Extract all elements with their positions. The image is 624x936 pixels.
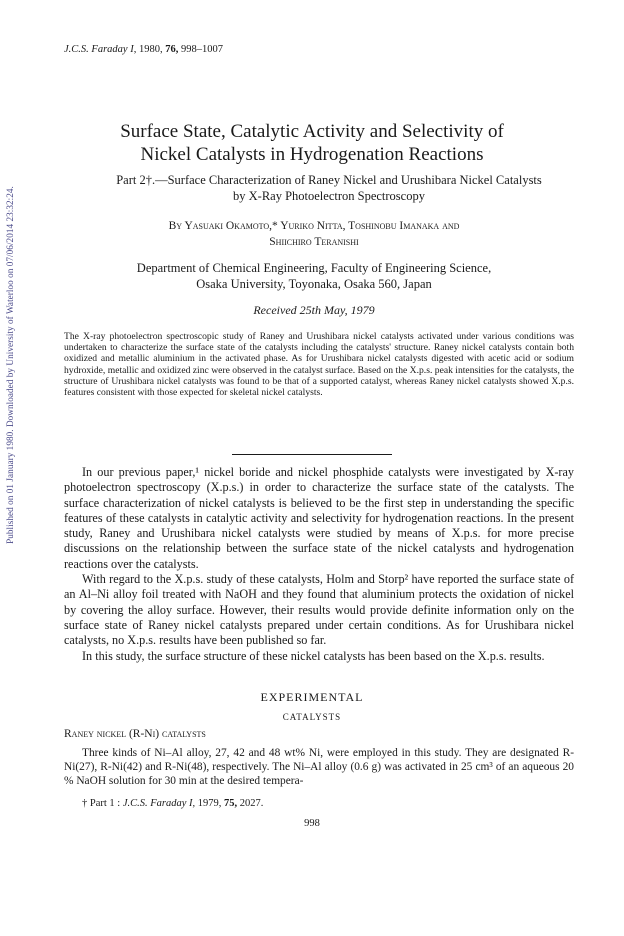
subsection-heading: CATALYSTS bbox=[282, 712, 342, 722]
footnote-year: 1979, bbox=[197, 798, 222, 809]
journal-name: J.C.S. Faraday I bbox=[64, 44, 134, 55]
section-divider bbox=[232, 454, 392, 455]
footnote-page: 2027. bbox=[239, 798, 264, 809]
paper-subtitle-line-2: by X-Ray Photoelectron Spectroscopy bbox=[233, 189, 425, 203]
affiliation-line-1: Department of Chemical Engineering, Faculty of Engineering Science, bbox=[136, 261, 492, 275]
paper-title-line-1: Surface State, Catalytic Activity and Selectivity of bbox=[120, 121, 504, 142]
author-list-line-2: Shiichiro Teranishi bbox=[269, 236, 359, 248]
introduction bbox=[64, 465, 574, 664]
paper-subtitle-line-1: Part 2†.—Surface Characterization of Raney Nickel and Urushibara Nickel Catalysts bbox=[116, 173, 542, 187]
affiliation-line-2: Osaka University, Toyonaka, Osaka 560, Japan bbox=[196, 277, 432, 291]
paper-subtitle bbox=[64, 172, 594, 204]
experimental-paragraph: Three kinds of Ni–Al alloy, 27, 42 and 48 wt% Ni, were employed in this study. They are designated R-Ni(27), R-Ni(42) and R-Ni(48), respectively. The Ni–Al alloy (0.6 g) was activated in 25 cm³ of an aqueous 20 % NaOH solution for 30 min at the desired tempera- bbox=[64, 747, 574, 787]
paragraph-1: In our previous paper,¹ nickel boride and nickel phosphide catalysts were investigated by X-ray photoelectron spectroscopy (X.p.s.) in order to characterize the surface state of the catalysts. The surface characterization of nickel catalysts is believed to be the first step in understanding the specific features of these catalysts in catalytic activity and selectivity for hydrogenation reactions. In the present study, Raney and Urushibara nickel catalysts were studied by means of X.p.s. for more precise discussions on the relationship between the surface state of the nickel catalysts and hydrogenation reactions over the catalysts. bbox=[64, 465, 574, 571]
footnote-volume: 75, bbox=[224, 798, 238, 809]
author-list-line-1: By Yasuaki Okamoto,* Yuriko Nitta, Toshinobu Imanaka and bbox=[168, 220, 460, 232]
abstract: The X-ray photoelectron spectroscopic study of Raney and Urushibara nickel catalysts activated under various conditions was undertaken to characterize the surface state of the catalysts including the catalysts' structure. Raney nickel catalysts contain both oxidized and metallic aluminium in the activated phase. As for Urushibara nickel catalysts digested with acetic acid or sodium hydroxide, metallic and oxidized zinc were observed in the catalyst surface. Based on the X.p.s. peak intensities for the catalysts, the structure of Urushibara nickel catalysts was found to be that of a supported catalyst, whereas Raney nickel catalysts showed X.p.s. features consistent with those expected for skeletal nickel catalysts. bbox=[64, 331, 574, 399]
author-list bbox=[64, 218, 564, 250]
paper-title bbox=[0, 120, 624, 166]
received-date: Received 25th May, 1979 bbox=[253, 303, 375, 317]
paragraph-2: With regard to the X.p.s. study of these catalysts, Holm and Storp² have reported the surface state of an Al–Ni alloy foil treated with NaOH and they found that aluminium protects the oxidation of nickel by covering the alloy surface. However, their results would provide definite information only on the surface state of Raney nickel catalysts prepared under certain conditions. As for Urushibara nickel catalysts, no X.p.s. results have been published so far. bbox=[64, 572, 574, 648]
journal-citation: J.C.S. Faraday I, 1980, 76, 998–1007 bbox=[64, 44, 223, 55]
journal-year: 1980, bbox=[138, 44, 163, 55]
footnote-journal: J.C.S. Faraday I, bbox=[122, 798, 196, 809]
download-watermark bbox=[2, 150, 18, 580]
paper-title-line-2: Nickel Catalysts in Hydrogenation Reactions bbox=[140, 144, 484, 165]
journal-pages: 998–1007 bbox=[180, 44, 223, 55]
journal-volume: 76, bbox=[165, 44, 179, 55]
subsubsection-heading: Raney nickel (R-Ni) catalysts bbox=[64, 728, 206, 740]
affiliation bbox=[64, 260, 564, 292]
footnote bbox=[82, 798, 263, 809]
download-watermark-text: Published on 01 January 1980. Downloaded by University of Waterloo on 07/06/2014 23:32:24. bbox=[5, 186, 15, 544]
experimental-text bbox=[64, 746, 574, 788]
footnote-prefix: † Part 1 : bbox=[82, 798, 121, 809]
section-heading: EXPERIMENTAL bbox=[260, 690, 364, 704]
page-number: 998 bbox=[304, 818, 320, 829]
paragraph-3: In this study, the surface structure of these nickel catalysts has been based on the X.p.s. results. bbox=[82, 648, 545, 663]
